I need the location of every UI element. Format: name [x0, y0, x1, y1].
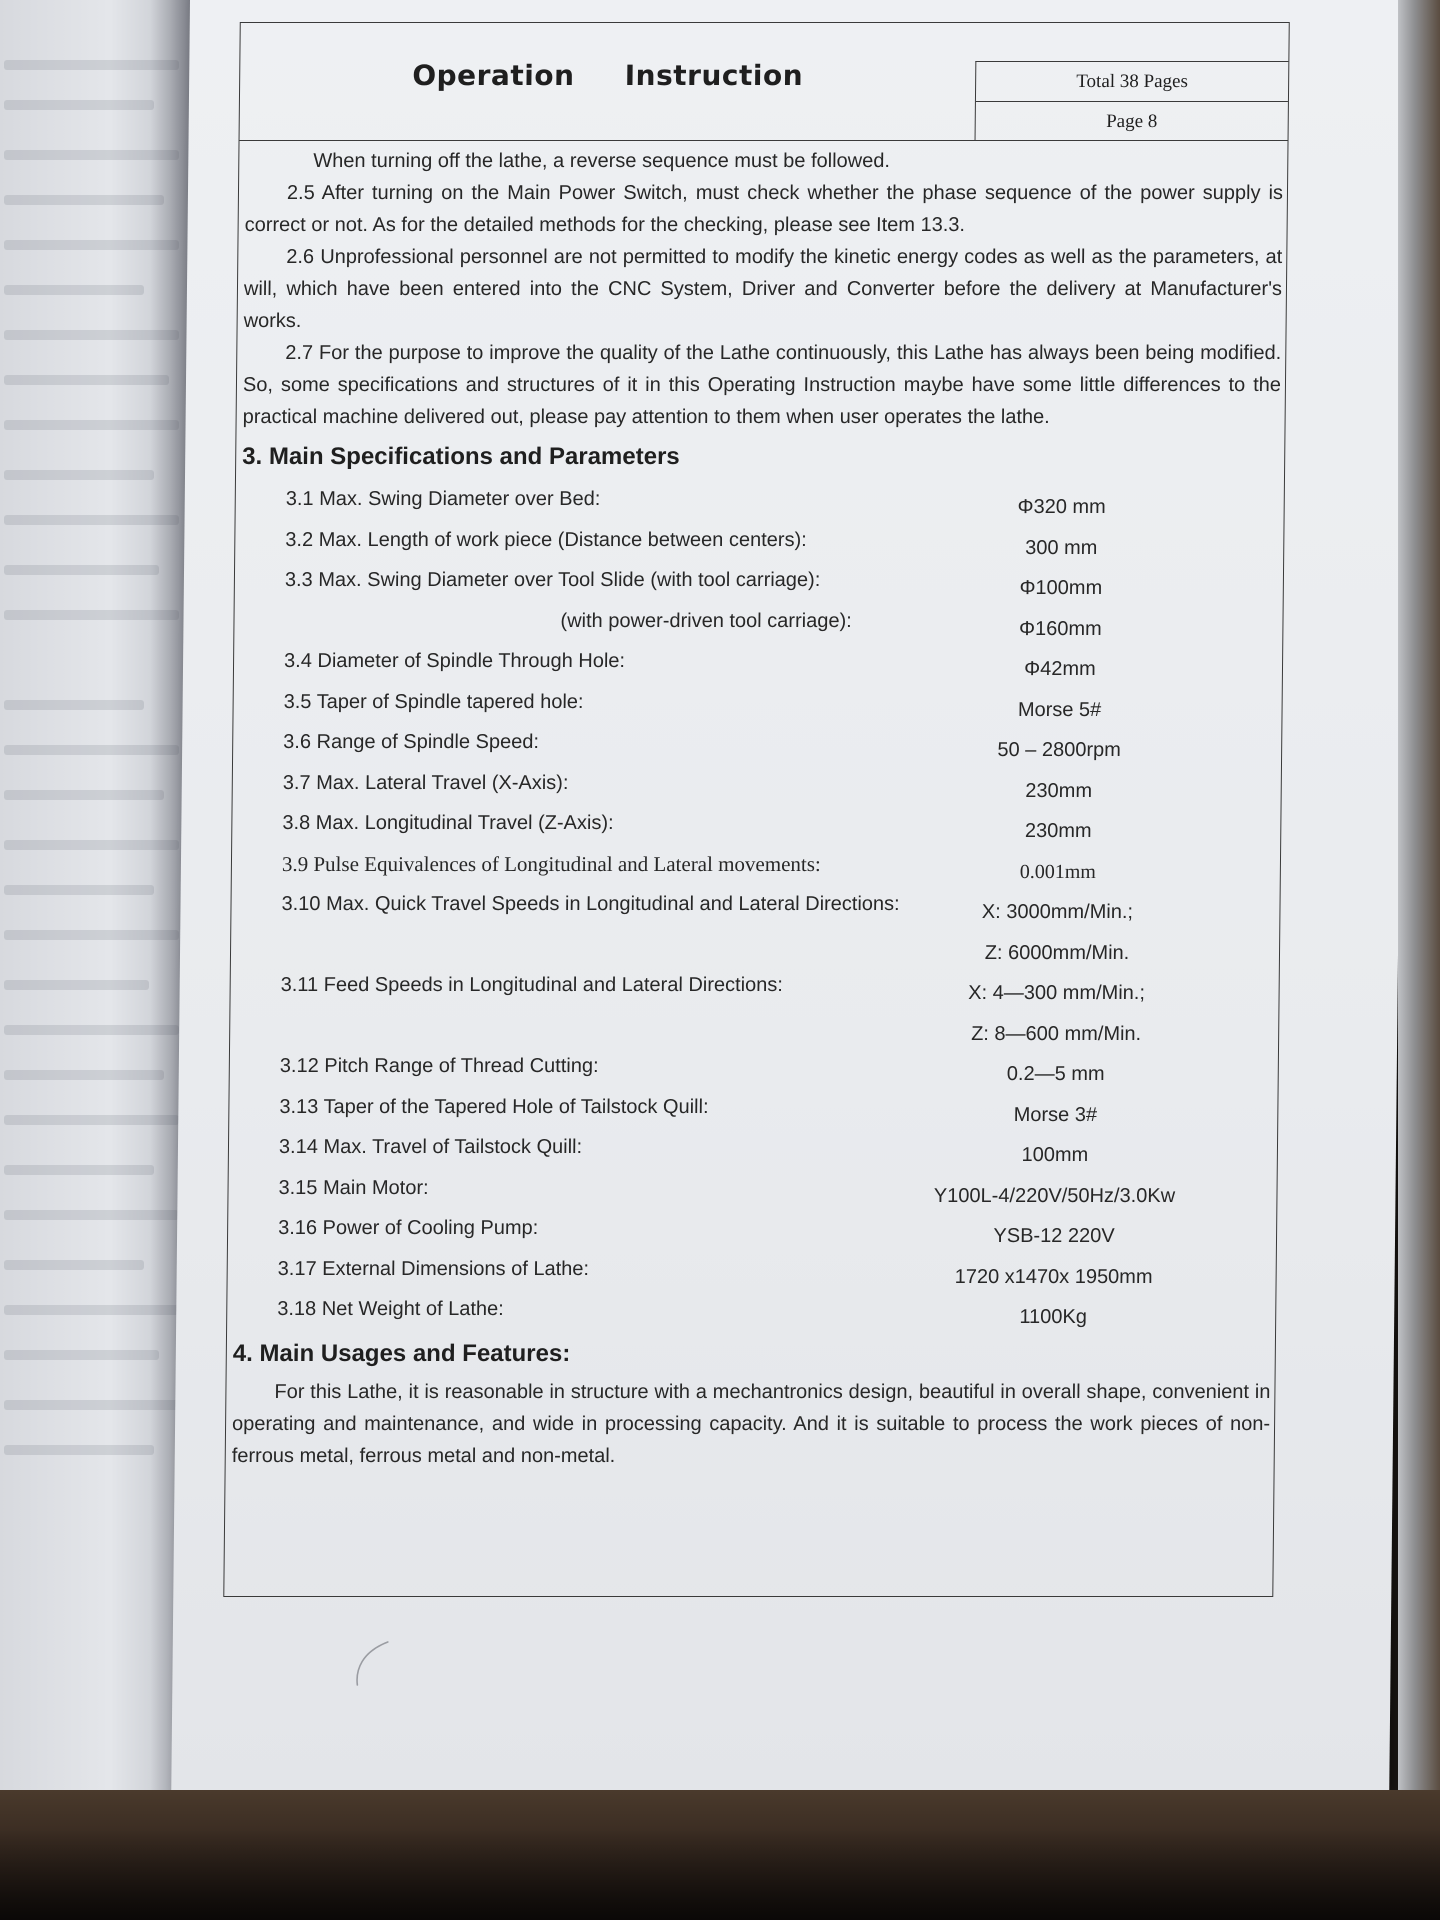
spec-label: 3.12 Pitch Range of Thread Cutting:: [279, 1055, 599, 1077]
page-header: [240, 23, 1289, 141]
spec-label: 3.8 Max. Longitudinal Travel (Z-Axis):: [282, 812, 614, 834]
spec-value: 1720 x1470x 1950mm: [954, 1265, 1153, 1288]
spec-row: [234, 1249, 1272, 1290]
paragraph-turning-off: When turning off the lathe, a reverse sequence must be followed.: [313, 150, 891, 172]
spec-row: [237, 925, 1275, 966]
spec-label: 3.2 Max. Length of work piece (Distance between centers):: [285, 528, 807, 551]
spec-label: 3.6 Range of Spindle Speed:: [283, 731, 540, 753]
spec-row: [236, 1006, 1274, 1047]
spec-label: 3.14 Max. Travel of Tailstock Quill:: [278, 1136, 583, 1158]
spec-label: 3.7 Max. Lateral Travel (X-Axis):: [282, 771, 569, 794]
spec-row: [239, 722, 1277, 763]
document-page: [171, 0, 1408, 1792]
spec-value: Morse 3#: [1013, 1103, 1098, 1126]
spec-value: Z: 8—600 mm/Min.: [971, 1022, 1142, 1045]
paragraph-2-5: 2.5 After turning on the Main Power Switch, must check whether the phase sequence of the power supply is correct or not. As for the detailed methods for the checking, please see Item 13.3.: [244, 182, 1284, 236]
document-title: Operation Instruction: [412, 59, 804, 92]
spec-label: 3.17 External Dimensions of Lathe:: [277, 1257, 590, 1280]
spec-list: [233, 479, 1280, 1330]
spec-label: 3.15 Main Motor:: [278, 1176, 429, 1199]
spec-row: [234, 1208, 1272, 1249]
page-number: Page 8: [1106, 111, 1158, 132]
spec-value: YSB-12 220V: [993, 1225, 1115, 1247]
spec-value: Z: 6000mm/Min.: [984, 941, 1130, 964]
spec-label: 3.5 Taper of Spindle tapered hole:: [283, 690, 584, 713]
spec-row: [234, 1168, 1272, 1209]
spec-value: 100mm: [1021, 1144, 1089, 1166]
spec-row: [235, 1087, 1273, 1128]
spec-value: 230mm: [1025, 779, 1093, 802]
spec-row: [239, 763, 1277, 804]
spec-row: [241, 560, 1279, 601]
paragraph-usages: For this Lathe, it is reasonable in structure with a mechantronics design, beautiful in overall shape, convenient in operating and maintenance, and wide in processing capacity. And it is suitable to process the work pieces of non-ferrous metal, ferrous metal and non-metal.: [231, 1380, 1271, 1467]
spec-value: Φ320 mm: [1017, 496, 1106, 518]
spec-label: 3.1 Max. Swing Diameter over Bed:: [285, 488, 601, 510]
spec-label: 3.4 Diameter of Spindle Through Hole:: [283, 650, 626, 672]
spec-label: 3.11 Feed Speeds in Longitudinal and Lateral Directions:: [280, 974, 783, 996]
spec-row: [235, 1127, 1273, 1168]
section-4-heading: 4. Main Usages and Features:: [232, 1339, 571, 1367]
spec-row: [239, 682, 1277, 723]
spec-row: [242, 479, 1280, 520]
spec-value: X: 4—300 mm/Min.;: [968, 982, 1146, 1004]
paragraph-2-6: 2.6 Unprofessional personnel are not permitted to modify the kinetic energy codes as well as the parameters, at will, which have been entered into the CNC System, Driver and Converter before the delivery at Manufacturer's works.: [243, 246, 1283, 332]
spec-row: [236, 1046, 1274, 1087]
spec-row: [233, 1289, 1271, 1330]
spec-label: 3.18 Net Weight of Lathe:: [277, 1298, 504, 1320]
page-body: [226, 145, 1288, 1472]
spec-row: [240, 601, 1278, 642]
spec-value: 0.001mm: [1019, 860, 1097, 883]
spec-value: X: 3000mm/Min.;: [981, 901, 1134, 923]
spec-row: [237, 884, 1275, 925]
spec-value: 230mm: [1024, 820, 1092, 842]
spec-value: 50 – 2800rpm: [997, 739, 1121, 761]
spec-value: Φ160mm: [1018, 617, 1102, 640]
paragraph-2-7: 2.7 For the purpose to improve the quality of the Lathe continuously, this Lathe has always been being modified. So, some specifications and structures of it in this Operating Instruction maybe have some little differences to the practical machine delivered out, please pay attention to them when user operates the lathe.: [242, 342, 1282, 428]
spec-row: [241, 520, 1279, 561]
spec-value: 300 mm: [1025, 536, 1098, 559]
page-info-box: [975, 61, 1289, 141]
spec-value: 0.2—5 mm: [1006, 1063, 1105, 1085]
spec-value: Morse 5#: [1017, 698, 1102, 721]
document-frame: [223, 22, 1289, 1597]
spec-value: Y100L-4/220V/50Hz/3.0Kw: [933, 1184, 1176, 1207]
spec-value: 1100Kg: [1019, 1306, 1088, 1328]
spec-label: 3.3 Max. Swing Diameter over Tool Slide (with tool carriage):: [284, 569, 821, 591]
spec-row: [238, 803, 1276, 844]
spec-row: [240, 641, 1278, 682]
floor-shadow: [0, 1830, 1440, 1920]
pencil-stroke: [347, 1630, 428, 1690]
spec-label: 3.16 Power of Cooling Pump:: [278, 1217, 539, 1239]
spec-row: [238, 844, 1276, 885]
page-stack-edge: [1398, 0, 1440, 1795]
total-pages: Total 38 Pages: [976, 62, 1288, 102]
spec-label: 3.9 Pulse Equivalences of Longitudinal and Lateral movements:: [281, 851, 821, 876]
spec-label: 3.10 Max. Quick Travel Speeds in Longitudinal and Lateral Directions:: [281, 893, 900, 915]
spec-label: (with power-driven tool carriage):: [560, 609, 852, 632]
spec-value: Φ100mm: [1019, 577, 1103, 599]
spec-row: [236, 965, 1274, 1006]
spec-value: Φ42mm: [1024, 658, 1096, 680]
section-3-heading: 3. Main Specifications and Parameters: [242, 443, 680, 470]
spec-label: 3.13 Taper of the Tapered Hole of Tailstock Quill:: [279, 1095, 709, 1118]
